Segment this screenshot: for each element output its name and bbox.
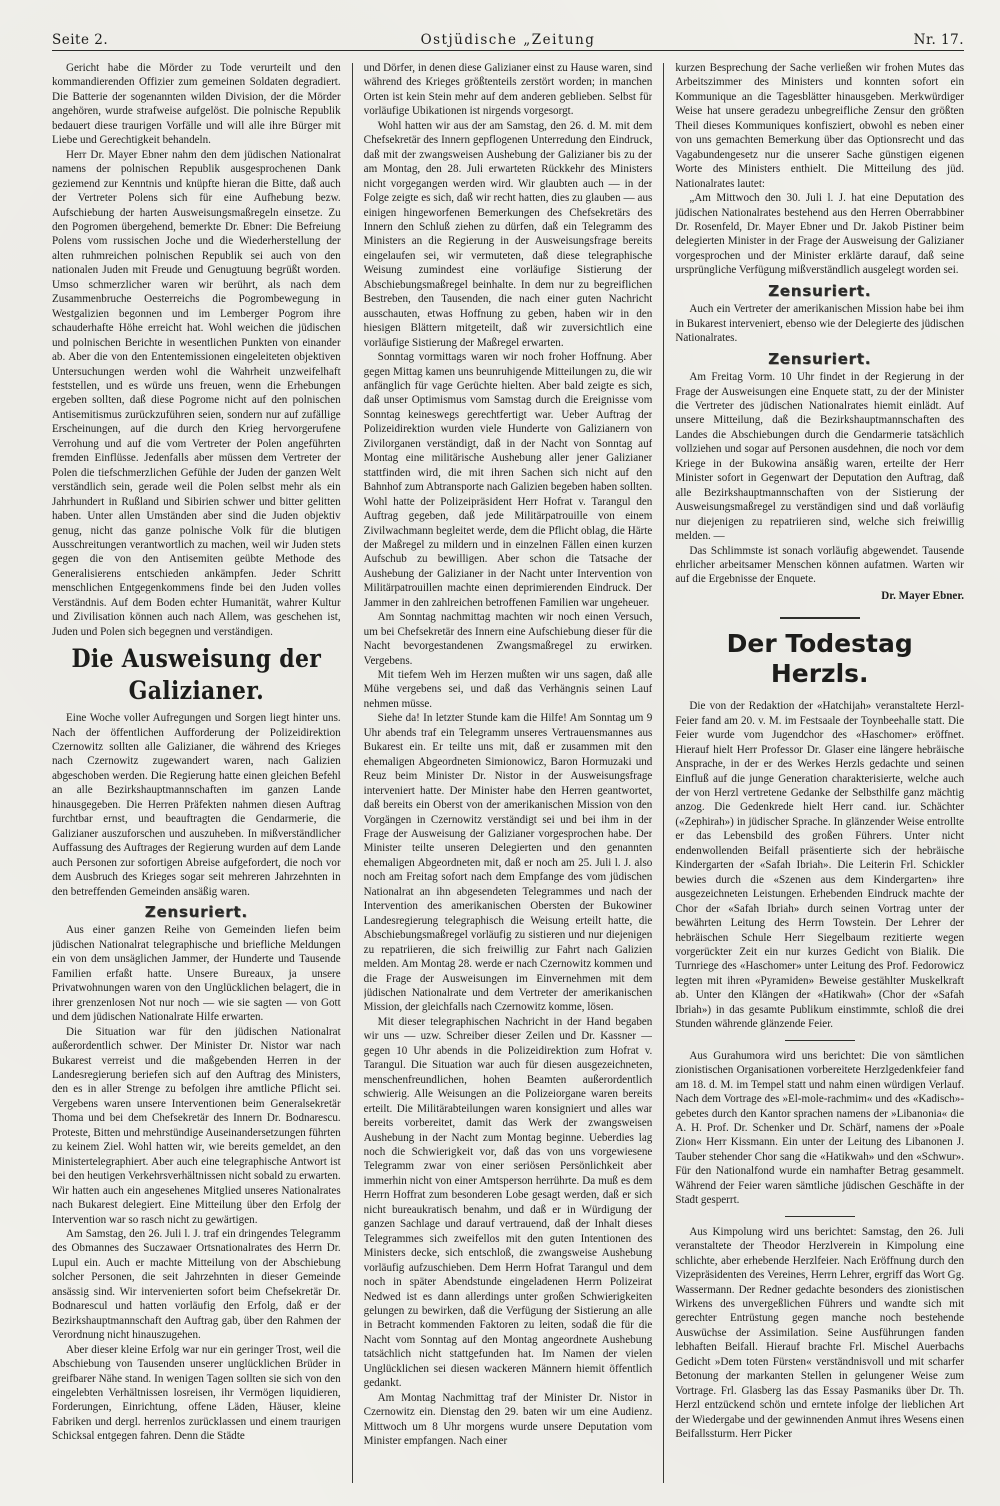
article-headline-ausweisung: Die Ausweisung der Galizianer. <box>71 644 322 707</box>
page-number: Seite 2. <box>52 32 109 48</box>
article-paragraph: Mit tiefem Weh im Herzen mußten wir uns sagen, daß alle Mühe vergebens sei, und daß das Verhängnis seinen Lauf nehmen müsse. <box>363 669 653 710</box>
article-separator <box>785 1216 855 1217</box>
article-paragraph: Die Situation war für den jüdischen Nationalrat außerordentlich schwer. Der Minister Dr. Nistor war nach Bukarest verreist und die maßgebenden Herren in der Landesregierung beriefen sich auf den Auftrag des Ministers, den es in aller Strenge zu befolgen ihre amtliche Pflicht sei. Vergebens waren unsere Interventionen beim Generalsekretär Thoma und bei dem Chefsekretär des Innern Dr. Bodnarescu. Proteste, Bitten und mehrstündige Auseinandersetzungen führten zu keinem Ziel. Wohl hatten wir, wie bereits gemeldet, an den Ministertelegraphiert. Aber auch eine telegraphische Antwort ist bei den heutigen Verkehrsverhältnissen nicht sobald zu erwarten. Wir hatten auch ein angesehenes Mitglied unseres Nationalrates nach Bukarest delegiert. Eine Mitteilung über den Erfolg der Intervention war so rasch nicht zu gewärtigen. <box>52 1025 341 1226</box>
column-3 <box>675 61 964 1491</box>
column-2 <box>364 61 653 1491</box>
article-paragraph: Siehe da! In letzter Stunde kam die Hilfe! Am Sonntag um 9 Uhr abends traf ein Telegramm unseres Vertrauensmannes aus Bukarest ein. Er teilte uns mit, daß er zusammen mit den ehemaligen Abgeordneten Simionowicz, Baron Hormuzaki und Reuz beim Minister Dr. Nistor in der Ausweisungsfrage interveniert hatte. Der Minister habe den Herren geantwortet, daß bereits ein Oberst von der amerikanischen Mission von den Vorgängen in Czernowitz verständigt sei und bei ihm in der Frage der Ausweisung der Galizianer vorgesprochen habe. Der Minister teilte unseren Delegierten und den genannten ehemaligen Abgeordneten mit, daß er noch am 25. Juli l. J. also noch am Freitag sofort nach dem Empfange des vom jüdischen Nationalrat an ihn abgesendeten Telegrammes und nach der Intervention des amerikanischen Obersten der Bukowiner Landesregierung telegraphisch die Weisung erteilt hatte, die Abschiebungsmaßregel vorläufig zu sistieren und nur diejenigen zu repatriieren, die sich freiwillig zur Fahrt nach Galizien melden. Am Montag 28. werde er nach Czernowitz kommen und die Frage der Ausweisungen im Einvernehmen mit dem jüdischen Nationalrate und dem Vertreter der amerikanischen Mission, der gleichfalls nach Czernowitz komme, lösen. <box>363 712 653 1014</box>
censored-notice: Zensuriert. <box>768 349 872 368</box>
article-paragraph: Wohl hatten wir aus der am Samstag, den 26. d. M. mit dem Chefsekretär des Innern gepflogenen Unterredung den Eindruck, daß mit der zwangsweisen Aushebung der Galizianer bis zu der am Montag, den 28. Juli erwarteten Rückkehr des Ministers nicht vorgegangen werden wird. Wir glaubten auch — in der Folge zeigte es sich, daß wir recht hatten, dies zu glauben — aus einigen hingeworfenen Bemerkungen des Chefsekretärs des Innern den Schluß ziehen zu dürfen, daß ein Telegramm des Ministers an die Regierung in der Ausweisungsfrage bereits eingelaufen sei, wir vermuteten, daß diese telegraphische Weisung zumindest eine vorläufige Sistierung der Abschiebungsmaßregel beinhalte. In dem nur zu begreiflichen Bestreben, den Tausenden, die nach einer guten Nachricht ausschauten, etwas Hoffnung zu geben, haben wir in den hiesigen Blättern mitgeteilt, daß wir zuversichtlich eine vorläufige Sistierung der Maßregel erwarten. <box>363 119 653 349</box>
article-paragraph: Aber dieser kleine Erfolg war nur ein geringer Trost, weil die Abschiebung von Tausenden unserer unglücklichen Brüder in greifbarer Nähe stand. In wenigen Tagen sollten sie sich von den eingelebten Verhältnissen losreisen, ihr Vermögen liquidieren, Forderungen, Einrichtung, offene Läden, Häuser, kleine Fabriken und dergl. herrenlos zurücklassen und einem traurigen Schicksal entgegen fahren. Denn die Städte <box>52 1343 341 1443</box>
issue-number: Nr. 17. <box>913 32 964 48</box>
censored-notice: Zensuriert. <box>144 903 248 922</box>
article-paragraph: Aus Kimpolung wird uns berichtet: Samstag, den 26. Juli veranstaltete der Theodor Herzlverein in Kimpolung eine schlichte, aber erhebende Herzlfeier. Nach Eröffnung durch den Vizepräsidenten des Vereines, Herrn Lehrer, ergriff das Wort Gg. Wassermann. Der Redner gedachte besonders des zionistischen Wirkens des unvergeßlichen Führers und wandte sich mit gerechter Entrüstung gegen manche noch bestehende Auswüchse der Assimilation. Seine Ausführungen fanden lebhaften Beifall. Hierauf brachte Frl. Mischel Auerbachs Gedicht »Dem toten Fürsten« verständnisvoll und mit scharfer Betonung der markanten Stellen in gelungener Weise zum Vortrage. Frl. Glasberg las das Essay Pasmaniks über Dr. Th. Herzl entzückend schön und erntete infolge der lieblichen Art der Wiedergabe und der gewinnenden Anmut ihres Wesens einen Beifallssturm. Herr Picker <box>675 1225 965 1441</box>
article-paragraph: Am Sonntag nachmittag machten wir noch einen Versuch, um bei Chefsekretär des Innern eine Aufschiebung dieser für die Nacht bevorgestandenen Zwangsmaßregel zu erwirken. Vergebens. <box>363 611 653 667</box>
article-paragraph: Das Schlimmste ist sonach vorläufig abgewendet. Tausende ehrlicher arbeitsamer Menschen können aufatmen. Warten wir auf die Ergebnisse der Enquete. <box>675 544 965 586</box>
article-paragraph: Eine Woche voller Aufregungen und Sorgen liegt hinter uns. Nach der öffentlichen Aufforderung der Polizeidirektion Czernowitz sollten alle Galizianer, die während des Krieges nach Czernowitz zugewandert waren, nach Galizien abgeschoben werden. Die Regierung hatte einen gleichen Befehl an alle Bezirkshauptmannschaften im ganzen Lande hinausgegeben. Die Herren Präfekten nahmen diesen Auftrag furchtbar ernst, und beauftragten die Gendarmerie, die Galizianer auszuforschen und auszuheben. In mißverständlicher Auffassung des Auftrages der Regierung wurden auf dem Lande auch Personen zur sofortigen Abreise aufgefordert, die noch vor dem Ausbruch des Krieges sogar seit mehreren Jahrzehnten in den betreffenden Gemeinden ansäßig waren. <box>52 712 341 898</box>
article-paragraph: Gericht habe die Mörder zu Tode verurteilt und den kommandierenden Offizier zum gemeinen Soldaten degradiert. Die Batterie der sogenannten wilden Division, der die Mörder angehören, wurde strafweise aufgelöst. Die polnische Republik bedauert diese traurigen Vorfälle und will alle ihre Bürger mit Liebe und Gerechtigkeit behandeln. <box>52 62 341 147</box>
newspaper-title: Ostjüdische „Zeitung <box>420 32 596 48</box>
article-paragraph: Am Freitag Vorm. 10 Uhr findet in der Regierung in der Frage der Ausweisungen eine Enquete statt, zu der der Minister die Vertreter des jüdischen Nationalrates hiemit einlädt. Auf unsere Mitteilung, daß die Bezirkshauptmannschaften des Landes die Abschiebungen durch die Gendarmerie tatsächlich vollziehen und sogar auf Personen ausdehnen, die noch vor dem Kriege in der Bukowina ansäßig waren, erteilte der Herr Minister sofort in Gegenwart der Deputation den Auftrag, daß alle Bezirkshauptmannschaften von der Sistierung der Ausweisungsmaßregel zu verständigen sind und daß vorläufig nur diejenigen zu repatriieren sind, welche sich freiwillig melden. — <box>675 371 965 543</box>
author-signature: Dr. Mayer Ebner. <box>881 589 965 602</box>
article-headline-todestag: Der Todestag Herzls. <box>726 629 913 689</box>
article-paragraph: kurzen Besprechung der Sache verließen wir frohen Mutes das Arbeitszimmer des Ministers und konnten sofort ein Kommunique an die Tagesblätter hinausgeben. Merkwürdiger Weise hat unsere geradezu unbegreifliche Zensur den größten Theil dieses Kommuniques konfisziert, obwohl es neben einer von uns gemachten Bemerkung über das Optionsrecht und das Vagabundengesetz nur die unserer Sache günstigen eigenen Worte des Ministers enthielt. Die Mitteilung des jüd. Nationalrates lautet: <box>675 62 965 190</box>
censored-notice: Zensuriert. <box>768 281 872 300</box>
article-paragraph: „Am Mittwoch den 30. Juli l. J. hat eine Deputation des jüdischen Nationalrates bestehend aus den Herren Oberrabbiner Dr. Rosenfeld, Dr. Mayer Ebner und Dr. Jakob Pistiner beim delegierten Minister in der Frage der Ausweisung der Galizianer vorgesprochen und der Minister erklärte darauf, daß seine ursprüngliche Verfügung mißverständlich ausgelegt worden sei. <box>675 192 965 277</box>
article-separator <box>785 1040 855 1041</box>
article-paragraph: und Dörfer, in denen diese Galizianer einst zu Hause waren, sind während des Krieges größtenteils zerstört worden; in manchen Orten ist kein Stein mehr auf dem anderen geblieben. Selbst für vorläufige Ubikationen ist nirgends vorgesorgt. <box>363 62 653 118</box>
article-paragraph: Am Samstag, den 26. Juli l. J. traf ein dringendes Telegramm des Obmannes des Suczawaer Ortsnationalrates des Herrn Dr. Lupul ein. Auch er machte Mitteilung von der Abschiebung solcher Personen, die seit Jahrzehnten in dieser Gemeinde ansässig sind. Wir intervenierten sofort beim Chefsekretär Dr. Bodnarescul und hatten vorläufig den Erfolg, daß er der Bezirkshauptmannschaft den Auftrag gab, über den Rahmen der Verordnung nicht hinauszugehen. <box>52 1227 341 1342</box>
column-1 <box>52 61 341 1491</box>
article-paragraph: Mit dieser telegraphischen Nachricht in der Hand begaben wir uns — uzw. Schreiber dieser Zeilen und Dr. Kassner — gegen 10 Uhr abends in die Polizeidirektion zum Hofrat v. Tarangul. Die Situation war auch für diesen ausgezeichneten, menschenfreundlichen, hohen Beamten außerordentlich schwierig. Alle Weisungen an die Polizeiorgane waren bereits erteilt. Die Militärabteilungen waren konsigniert und alles war bereits vorbereitet, damit das Werk der zwangsweisen Aushebung in der Nacht zum Montag beginne. Ueberdies lag noch die Schwierigkeit vor, daß das von uns vorgewiesene Telegramm zwar von einer seriösen Persönlichkeit aber immerhin nicht von einer Amtsperson herrührte. Da muß es dem Herrn Hoffrat zum besonderen Lobe gesagt werden, daß er sich nicht bureaukratisch benahm, und daß er in Würdigung der ganzen Sachlage und darauf vertrauend, daß der Inhalt dieses Telegrammes sich zweifellos mit den guten Intentionen des Ministers decke, sich entschloß, die zwangsweise Aushebung vorläufig aufzuschieben. Dem Herrn Hofrat Tarangul und dem noch in später Abendstunde eingeladenen Herrn Polizeirat Nedwed ist es dann allerdings unter großen Schwierigkeiten gelungen zu bewirken, daß die Verfügung der Sistierung an alle in Betracht kommenden Faktoren zu leiten, sodaß die für die Nacht vom Sonntag auf den Montag angeordnete Aushebung tatsächlich nicht stattgefunden hat. Im Namen der vielen Unglücklichen sei diesen wackeren Männern hiemit öffentlich gedankt. <box>363 1015 653 1390</box>
article-paragraph: Auch ein Vertreter der amerikanischen Mission habe bei ihm in Bukarest interveniert, ebenso wie der Delegierte des jüdischen Nationalrates. <box>675 303 965 345</box>
article-paragraph: Aus Gurahumora wird uns berichtet: Die von sämtlichen zionistischen Organisationen vorbereitete Herzlgedenkfeier fand am 18. d. M. im Tempel statt und nahm einen würdigen Verlauf. Nach dem Vortrage des »El-mole-rachmim« und des «Kadisch»-gebetes durch den Kantor sprachen namens der »Libanonia« die A. H. Prof. Dr. Schenker und Dr. Schärf, namens der »Poale Zion« Herr Kissmann. Ein unter der Leitung des Libanonen J. Tauber stehender Chor sang die «Hatikwah» und den «Schwur». Für den Nationalfond wurde ein namhafter Betrag gesammelt. Während der Feier waren sämtliche jüdischen Geschäfte in der Stadt gesperrt. <box>675 1049 965 1207</box>
article-separator <box>780 617 860 619</box>
article-paragraph: Die von der Redaktion der «Hatchijah» veranstaltete Herzl-Feier fand am 20. v. M. im Festsaale der Toynbeehalle statt. Die Feier wurde vom Jugendchor des «Haschomer» eröffnet. Hierauf hielt Herr Professor Dr. Glaser eine längere hebräische Ansprache, in der er des Werkes Herzls gedachte und seinen Einfluß auf die junge Generation charakterisierte, welche auch der von Herzl vertretene Gedanke der Selbsthilfe ganz mächtig anzog. Die Gedenkrede hielt Herr cand. iur. Schächter («Zephirah») in jüdischer Sprache. In glänzender Weise entrollte er das Lebensbild des großen Führers. Unter nicht endenwollenden Beifall präsentierte sich der hebräische Kindergarten der «Safah Ibriah». Die Leiterin Frl. Schickler bewies durch die «Szenen aus dem Kindergarten» ihre ausgezeichneten Leistungen. Erhebenden Eindruck machte der Chor der «Safah Ibriah» durch seinen Vortrag unter der bewährten Leitung des Herrn Towstein. Der Lehrer der hebräischen Schule Herr Siegelbaum rezitierte wegen vorgerückter Zeit ein nur kurzes Gedicht von Bialik. Die Turnriege des «Haschomer» unter Leitung des Prof. Fedorowicz legten mit ihren «Pyramiden» Beweise gestählter Muskelkraft ab. Unter den Klängen der «Hatikwah» (Chor der «Safah Ibriah») in das gesamte Publikum einstimmte, schloß die drei Stunden währende glänzende Feier. <box>675 700 965 1031</box>
article-paragraph: Sonntag vormittags waren wir noch froher Hoffnung. Aber gegen Mittag kamen uns beunruhigende Mitteilungen zu, die wir anfänglich für vage Gerüchte hielten. Aber bald zeigte es sich, daß unser Optimismus vom Samstag durch die Ereignisse vom Sonntag keineswegs gerechtfertigt war. Ueber Auftrag der Polizeidirektion wurden viele Hunderte von Galizianern von Zivilorganen verständigt, daß in der Nacht von Sonntag auf Montag eine militärische Aushebung aller jener Galizianer stattfinden wird, die mit ihren Sachen sich nicht auf den Bahnhof zum Abtransporte nach Galizien begeben haben sollten. Wohl hatte der Polizeipräsident Herr Hofrat v. Tarangul den Auftrag gegeben, daß jede Militärpatrouille von einem Zivilwachmann begleitet werde, dem die Pflicht oblag, die Härte der Maßregel zu mildern und in einzelnen Fällen einen kurzen Aufschub zu bewilligen. Aber schon die Tatsache der Aushebung der Galizianer in der Nacht unter Intervention von Militärpatrouillen machte einen deprimierenden Eindruck. Der Jammer in den zahlreichen betroffenen Familien war ungeheuer. <box>363 351 653 609</box>
column-layout <box>52 61 964 1491</box>
column-divider <box>352 63 353 1483</box>
article-paragraph: Am Montag Nachmittag traf der Minister Dr. Nistor in Czernowitz ein. Dienstag den 29. baten wir um eine Audienz. Mittwoch um 8 Uhr morgens wurde unsere Deputation vom Minister empfangen. Nach einer <box>363 1391 653 1448</box>
column-divider <box>663 63 664 1483</box>
article-paragraph: Herr Dr. Mayer Ebner nahm den dem jüdischen Nationalrat namens der polnischen Republik ausgesprochenen Dank geziemend zur Kenntnis und knüpfte hieran die Bitte, daß auch der Vertreter Polens sich für eine Aufhebung bezw. Aufschiebung der harten Ausweisungsmaßregeln einsetze. Zu den Pogromen übergehend, bemerkte Dr. Ebner: Die Befreiung Polens vom russischen Joche und die Wiederherstellung der alten ruhmreichen polnischen Republik sei auch von den nationalen Juden mit Freude und Genugtuung begrüßt worden. Umso schmerzlicher waren wir berührt, als nach dem Zusammenbruche Oesterreichs die Pogrombewegung in Westgalizien begonnen und im Lemberger Pogrom ihre schauderhafte Höhe erreicht hat. Wohl weichen die jüdischen und polnischen Berichte in wesentlichen Punkten von einander ab. Aber die von den Ententemissionen eingeleiteten objektiven Untersuchungen werden wohl die Wahrheit unzweifelhaft feststellen, und es würde uns freuen, wenn die Erhebungen ergeben sollten, daß diese Pogrome nicht auf den polnischen Antisemitismus zurückzuführen seien, sondern nur auf zufällige Erscheinungen, auf die durch den Krieg hervorgerufene Verrohung und auf die vom Vertreter der Polen angeführten fremden Einflüsse. Jedenfalls aber müssen dem Vertreter der Polen die tiefschmerzlichen Gefühle der Juden der ganzen Welt verständlich sein, gerade weil die Polen selbst mehr als ein Jahrhundert in Rußland und Sibirien schwer und bitter gelitten haben. Unter allen Umständen aber sind die Juden objektiv genug, nicht das ganze polnische Volk für die blutigen Ausschreitungen verantwortlich zu machen, weil wir Juden stets gegen die von den Antisemiten geübte Methode des Generalisierens entschieden ankämpfen. Jeder Schritt menschlichen Entgegenkommens finde bei den Juden volles Verständnis. Auf dem Boden echter Humanität, wahrer Kultur und Zivilisation können auch nach Allem, was geschehen ist, Juden und Polen sich begegnen und verständigen. <box>52 148 341 638</box>
masthead <box>52 28 964 51</box>
article-paragraph: Aus einer ganzen Reihe von Gemeinden liefen beim jüdischen Nationalrat telegraphische und briefliche Meldungen ein von dem unsäglichen Jammer, der Hunderte und Tausende Familien erfaßt hatte. Unsere Bureaux, ja unsere Privatwohnungen waren von den Unglücklichen belagert, die in ihrer grenzenlosen Not nur noch — wie sie sagten — von Gott und dem jüdischen Nationalrate Hilfe erwarten. <box>52 924 341 1024</box>
